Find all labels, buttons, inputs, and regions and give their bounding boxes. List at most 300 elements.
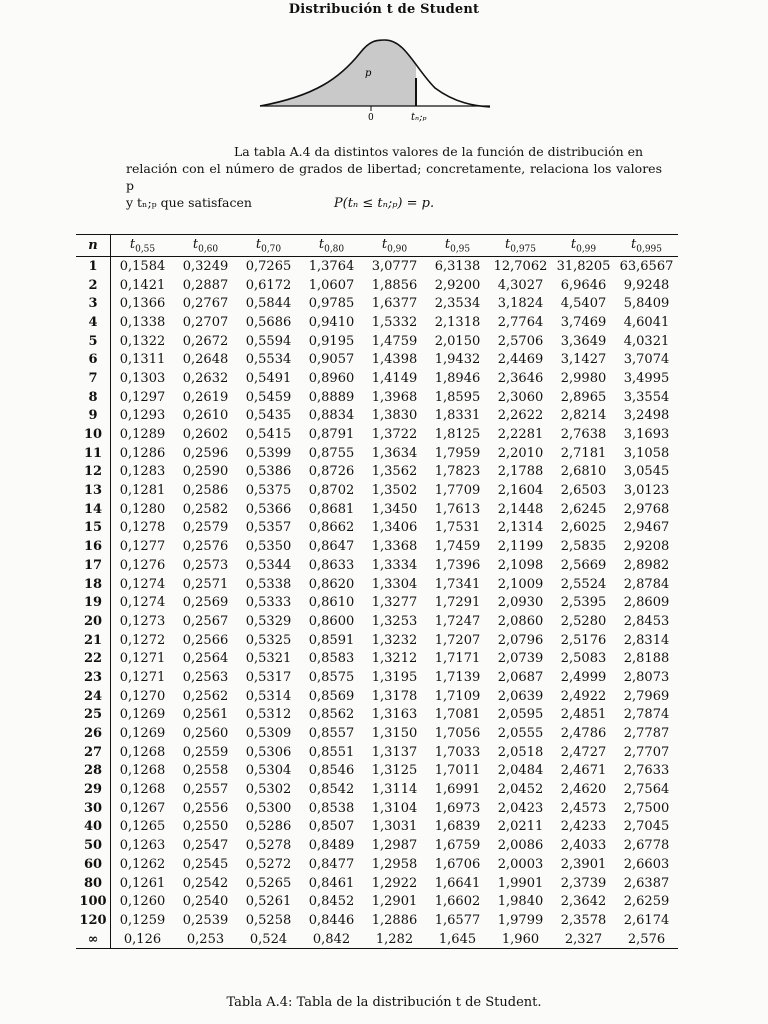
table-cell: 0,8681 <box>308 501 355 517</box>
header-col-sub: 0,95 <box>450 244 471 255</box>
table-cell: 2,7707 <box>623 744 670 760</box>
table-cell: 1,7171 <box>434 651 481 667</box>
table-row <box>76 313 678 332</box>
table-cell: 2,5280 <box>560 613 607 629</box>
table-cell: 2,3646 <box>497 370 544 386</box>
table-cell: 0,2576 <box>182 539 229 555</box>
table-cell: 0,1271 <box>119 651 166 667</box>
table-cell: 0,5314 <box>245 688 292 704</box>
t-distribution-curve <box>255 18 495 130</box>
table-cell: 0,2539 <box>182 912 229 928</box>
table-cell: 4,3027 <box>497 277 544 293</box>
table-cell: 0,8542 <box>308 782 355 798</box>
table-cell: 4,5407 <box>560 296 607 312</box>
row-df: 9 <box>76 407 111 426</box>
table-row <box>76 294 678 313</box>
table-cell: 0,5317 <box>245 669 292 685</box>
table-cell: 1,3562 <box>371 464 418 480</box>
table-cell: 1,960 <box>501 931 540 947</box>
header-col <box>615 235 678 257</box>
table-cell: 1,2958 <box>371 856 418 872</box>
row-df: 29 <box>76 780 111 799</box>
table-cell: 0,1272 <box>119 632 166 648</box>
table-cell: 1,4398 <box>371 352 418 368</box>
header-col-base: t <box>192 236 199 252</box>
table-cell: 0,8600 <box>308 613 355 629</box>
table-cell: 0,1271 <box>119 669 166 685</box>
table-row <box>76 799 678 818</box>
row-df: 50 <box>76 836 111 855</box>
table-row <box>76 481 678 500</box>
table-cell: 0,1263 <box>119 838 166 854</box>
header-col-sub: 0,70 <box>261 244 282 255</box>
table-cell: 0,1289 <box>119 427 166 443</box>
table-cell: 0,1421 <box>119 277 166 293</box>
table-cell: 0,9785 <box>308 296 355 312</box>
table-caption: Tabla A.4: Tabla de la distribución t de Student. <box>226 995 542 1010</box>
table-row <box>76 350 678 369</box>
table-cell: 0,2582 <box>182 501 229 517</box>
table-cell: 1,3277 <box>371 595 418 611</box>
table-cell: 1,9901 <box>497 875 544 891</box>
table-cell: 2,4922 <box>560 688 607 704</box>
table-cell: 1,7033 <box>434 744 481 760</box>
table-cell: 2,0484 <box>497 763 544 779</box>
table-cell: 1,4149 <box>371 370 418 386</box>
table-cell: 1,2886 <box>371 912 418 928</box>
table-cell: 0,5286 <box>245 819 292 835</box>
table-cell: 0,5325 <box>245 632 292 648</box>
table-cell: 2,1199 <box>497 539 544 555</box>
table-cell: 0,8538 <box>308 800 355 816</box>
table-cell: 1,645 <box>438 931 477 947</box>
table-cell: 2,1604 <box>497 483 544 499</box>
table-cell: 1,6641 <box>434 875 481 891</box>
formula: P(tₙ ≤ tₙ;ₚ) = p. <box>333 196 435 211</box>
table-cell: 2,5669 <box>560 557 607 573</box>
table-cell: 0,2602 <box>182 427 229 443</box>
table-cell: 0,1262 <box>119 856 166 872</box>
table-cell: 2,5835 <box>560 539 607 555</box>
table-cell: 1,6577 <box>434 912 481 928</box>
table-cell: 3,3554 <box>623 389 670 405</box>
table-cell: 3,0545 <box>623 464 670 480</box>
table-cell: 0,2542 <box>182 875 229 891</box>
header-col-sub: 0,90 <box>387 244 408 255</box>
table-cell: 2,0518 <box>497 744 544 760</box>
para-line-1: La tabla A.4 da distintos valores de la función de distribución en <box>234 144 644 159</box>
table-cell: 1,7291 <box>434 595 481 611</box>
table-cell: 1,3253 <box>371 613 418 629</box>
table-cell: 2,7874 <box>623 707 670 723</box>
row-df: 6 <box>76 350 111 369</box>
row-df: 28 <box>76 762 111 781</box>
table-cell: 2,5706 <box>497 333 544 349</box>
table-cell: 0,7265 <box>245 258 292 274</box>
table-cell: 0,2567 <box>182 613 229 629</box>
table-row <box>76 855 678 874</box>
row-df: 15 <box>76 519 111 538</box>
table-cell: 0,1311 <box>119 352 166 368</box>
table-cell: 2,4620 <box>560 782 607 798</box>
row-df: 40 <box>76 818 111 837</box>
table-cell: 2,6259 <box>623 894 670 910</box>
table-row <box>76 556 678 575</box>
table-cell: 0,8477 <box>308 856 355 872</box>
table-body <box>76 257 678 949</box>
table-cell: 0,9410 <box>308 314 355 330</box>
curve-label-p: p <box>365 68 372 79</box>
table-cell: 1,2987 <box>371 838 418 854</box>
table-row <box>76 407 678 426</box>
table-cell: 0,2557 <box>182 782 229 798</box>
table-cell: 0,8610 <box>308 595 355 611</box>
table-cell: 2,0003 <box>497 856 544 872</box>
table-cell: 0,5399 <box>245 445 292 461</box>
table-cell: 1,3178 <box>371 688 418 704</box>
table-cell: 2,0595 <box>497 707 544 723</box>
table-cell: 2,7638 <box>560 427 607 443</box>
table-cell: 2,4851 <box>560 707 607 723</box>
table-cell: 0,5302 <box>245 782 292 798</box>
table-cell: 1,6377 <box>371 296 418 312</box>
table-cell: 1,6706 <box>434 856 481 872</box>
table-row <box>76 780 678 799</box>
table-cell: 0,8726 <box>308 464 355 480</box>
table-cell: 0,8960 <box>308 370 355 386</box>
table-cell: 1,8125 <box>434 427 481 443</box>
table-cell: 0,9057 <box>308 352 355 368</box>
row-df: 5 <box>76 332 111 351</box>
table-cell: 1,4759 <box>371 333 418 349</box>
table-cell: 0,5357 <box>245 520 292 536</box>
table-cell: 6,9646 <box>560 277 607 293</box>
table-row <box>76 332 678 351</box>
row-df: 16 <box>76 537 111 556</box>
row-df: 22 <box>76 649 111 668</box>
table-cell: 1,8595 <box>434 389 481 405</box>
table-row <box>76 892 678 911</box>
table-cell: 2,6778 <box>623 838 670 854</box>
table-cell: 0,1297 <box>119 389 166 405</box>
table-cell: 0,1293 <box>119 408 166 424</box>
table-cell: 0,1280 <box>119 501 166 517</box>
table-cell: 0,5306 <box>245 744 292 760</box>
table-cell: 2,4033 <box>560 838 607 854</box>
table-cell: 5,8409 <box>623 296 670 312</box>
table-cell: 0,5686 <box>245 314 292 330</box>
table-cell: 1,3304 <box>371 576 418 592</box>
table-cell: 0,2550 <box>182 819 229 835</box>
t-distribution-table <box>76 234 678 949</box>
table-cell: 3,1427 <box>560 352 607 368</box>
table-cell: 1,9432 <box>434 352 481 368</box>
table-row <box>76 911 678 930</box>
table-cell: 0,8461 <box>308 875 355 891</box>
table-cell: 3,1693 <box>623 427 670 443</box>
table-cell: 2,1318 <box>434 314 481 330</box>
table-cell: 0,5844 <box>245 296 292 312</box>
header-col-sub: 0,975 <box>510 244 536 255</box>
table-cell: 0,2569 <box>182 595 229 611</box>
table-cell: 2,8965 <box>560 389 607 405</box>
table-row <box>76 762 678 781</box>
curve-label-zero: 0 <box>368 113 374 123</box>
table-cell: 2,8982 <box>623 557 670 573</box>
table-cell: 0,1303 <box>119 370 166 386</box>
table-cell: 0,2563 <box>182 669 229 685</box>
header-col-sub: 0,55 <box>135 244 156 255</box>
table-cell: 0,9195 <box>308 333 355 349</box>
curve-label-t: tₙ;ₚ <box>411 112 427 123</box>
table-cell: 0,1268 <box>119 782 166 798</box>
table-cell: 2,0211 <box>497 819 544 835</box>
table-cell: 2,3060 <box>497 389 544 405</box>
table-cell: 2,4671 <box>560 763 607 779</box>
row-df: 11 <box>76 444 111 463</box>
table-cell: 1,7109 <box>434 688 481 704</box>
table-cell: 2,1098 <box>497 557 544 573</box>
table-cell: 2,5083 <box>560 651 607 667</box>
table-row <box>76 500 678 519</box>
table-cell: 2,9200 <box>434 277 481 293</box>
table-cell: 0,2558 <box>182 763 229 779</box>
table-row <box>76 575 678 594</box>
table-cell: 0,1274 <box>119 576 166 592</box>
table-cell: 0,1274 <box>119 595 166 611</box>
row-df: 14 <box>76 500 111 519</box>
header-col-base: t <box>444 236 451 252</box>
table-cell: 2,6174 <box>623 912 670 928</box>
table-cell: 3,0777 <box>371 258 418 274</box>
table-row <box>76 818 678 837</box>
header-col-sub: 0,99 <box>576 244 597 255</box>
table-cell: 3,7469 <box>560 314 607 330</box>
table-row <box>76 930 678 949</box>
table-cell: 0,5329 <box>245 613 292 629</box>
table-cell: 3,7074 <box>623 352 670 368</box>
header-col-base: t <box>129 236 136 252</box>
table-cell: 2,4573 <box>560 800 607 816</box>
table-cell: 2,7500 <box>623 800 670 816</box>
table-cell: 2,8073 <box>623 669 670 685</box>
table-cell: 1,7823 <box>434 464 481 480</box>
table-cell: 1,3114 <box>371 782 418 798</box>
table-cell: 0,1260 <box>119 894 166 910</box>
table-cell: 1,7011 <box>434 763 481 779</box>
table-row <box>76 668 678 687</box>
table-cell: 1,3031 <box>371 819 418 835</box>
header-col <box>174 235 237 257</box>
table-cell: 0,8546 <box>308 763 355 779</box>
table-cell: 1,3163 <box>371 707 418 723</box>
table-cell: 2,6025 <box>560 520 607 536</box>
table-cell: 0,2545 <box>182 856 229 872</box>
table-cell: 0,8575 <box>308 669 355 685</box>
table-cell: 2,0930 <box>497 595 544 611</box>
header-col-base: t <box>505 236 511 252</box>
table-row <box>76 706 678 725</box>
table-cell: 2,0796 <box>497 632 544 648</box>
table-cell: 2,0452 <box>497 782 544 798</box>
table-cell: 0,253 <box>186 931 225 947</box>
table-cell: 1,7207 <box>434 632 481 648</box>
table-cell: 0,2632 <box>182 370 229 386</box>
row-df: 19 <box>76 593 111 612</box>
table-cell: 0,8647 <box>308 539 355 555</box>
header-col <box>363 235 426 257</box>
table-cell: 0,8791 <box>308 427 355 443</box>
table-cell: 0,8702 <box>308 483 355 499</box>
header-col-sub: 0,80 <box>324 244 345 255</box>
table-cell: 2,4469 <box>497 352 544 368</box>
row-df: 100 <box>76 892 111 911</box>
table-cell: 2,2010 <box>497 445 544 461</box>
table-cell: 0,1338 <box>119 314 166 330</box>
table-cell: 0,5300 <box>245 800 292 816</box>
table-cell: 1,8946 <box>434 370 481 386</box>
table-cell: 1,7341 <box>434 576 481 592</box>
row-df: 26 <box>76 724 111 743</box>
table-cell: 1,7959 <box>434 445 481 461</box>
table-cell: 2,7787 <box>623 726 670 742</box>
table-cell: 0,5459 <box>245 389 292 405</box>
table-cell: 3,1824 <box>497 296 544 312</box>
header-col <box>489 235 552 257</box>
table-cell: 2,1788 <box>497 464 544 480</box>
table-cell: 0,2571 <box>182 576 229 592</box>
table-cell: 0,8446 <box>308 912 355 928</box>
table-cell: 0,2547 <box>182 838 229 854</box>
table-cell: 1,3450 <box>371 501 418 517</box>
table-cell: 3,0123 <box>623 483 670 499</box>
table-cell: 0,1268 <box>119 763 166 779</box>
table-cell: 2,6245 <box>560 501 607 517</box>
table-row <box>76 257 678 276</box>
table-cell: 1,7613 <box>434 501 481 517</box>
table-cell: 0,8562 <box>308 707 355 723</box>
table-cell: 2,5176 <box>560 632 607 648</box>
table-cell: 2,7764 <box>497 314 544 330</box>
table-cell: 0,5491 <box>245 370 292 386</box>
row-df: 2 <box>76 276 111 295</box>
table-cell: 0,2559 <box>182 744 229 760</box>
table-cell: 0,8557 <box>308 726 355 742</box>
table-cell: 1,7459 <box>434 539 481 555</box>
table-cell: 2,3739 <box>560 875 607 891</box>
table-row <box>76 631 678 650</box>
table-cell: 2,2622 <box>497 408 544 424</box>
table-cell: 1,2901 <box>371 894 418 910</box>
table-cell: 2,6603 <box>623 856 670 872</box>
table-row <box>76 425 678 444</box>
table-cell: 0,2566 <box>182 632 229 648</box>
table-cell: 0,524 <box>249 931 288 947</box>
table-cell: 0,1286 <box>119 445 166 461</box>
table-cell: 0,5272 <box>245 856 292 872</box>
table-cell: 2,3578 <box>560 912 607 928</box>
table-cell: 0,5344 <box>245 557 292 573</box>
table-cell: 0,2579 <box>182 520 229 536</box>
table-cell: 0,1265 <box>119 819 166 835</box>
table-cell: 2,0086 <box>497 838 544 854</box>
header-col <box>552 235 615 257</box>
table-cell: 0,8755 <box>308 445 355 461</box>
table-cell: 1,3334 <box>371 557 418 573</box>
table-cell: 1,282 <box>375 931 414 947</box>
table-cell: 1,3232 <box>371 632 418 648</box>
table-cell: 0,5321 <box>245 651 292 667</box>
table-row <box>76 444 678 463</box>
table-cell: 0,8834 <box>308 408 355 424</box>
table-cell: 0,2562 <box>182 688 229 704</box>
row-df: 7 <box>76 369 111 388</box>
table-cell: 0,5278 <box>245 838 292 854</box>
table-cell: 0,1584 <box>119 258 166 274</box>
table-cell: 1,9799 <box>497 912 544 928</box>
table-cell: 2,5395 <box>560 595 607 611</box>
table-cell: 1,3830 <box>371 408 418 424</box>
table-cell: 2,0739 <box>497 651 544 667</box>
table-cell: 2,9467 <box>623 520 670 536</box>
table-cell: 0,1278 <box>119 520 166 536</box>
table-cell: 0,842 <box>312 931 351 947</box>
table-cell: 0,1267 <box>119 800 166 816</box>
table-cell: 1,8856 <box>371 277 418 293</box>
para-line-3: y tₙ;ₚ que satisfacen <box>126 195 252 210</box>
table-cell: 0,1269 <box>119 726 166 742</box>
table-row <box>76 743 678 762</box>
table-cell: 0,2556 <box>182 800 229 816</box>
table-cell: 2,7181 <box>560 445 607 461</box>
table-cell: 2,0639 <box>497 688 544 704</box>
table-row <box>76 874 678 893</box>
table-cell: 1,7081 <box>434 707 481 723</box>
header-col-sub: 0,60 <box>198 244 219 255</box>
table-cell: 9,9248 <box>623 277 670 293</box>
table-cell: 1,2922 <box>371 875 418 891</box>
row-df: 8 <box>76 388 111 407</box>
table-cell: 0,1277 <box>119 539 166 555</box>
table-cell: 0,1268 <box>119 744 166 760</box>
table-row <box>76 463 678 482</box>
table-cell: 0,5435 <box>245 408 292 424</box>
table-cell: 0,2672 <box>182 333 229 349</box>
table-cell: 2,5524 <box>560 576 607 592</box>
table-cell: 31,8205 <box>556 258 611 274</box>
table-row <box>76 369 678 388</box>
table-row <box>76 836 678 855</box>
row-df: 3 <box>76 294 111 313</box>
table-cell: 0,2561 <box>182 707 229 723</box>
table-cell: 0,2590 <box>182 464 229 480</box>
table-cell: 1,3406 <box>371 520 418 536</box>
row-df: 25 <box>76 706 111 725</box>
table-cell: 2,7633 <box>623 763 670 779</box>
table-cell: 2,9768 <box>623 501 670 517</box>
table-cell: 2,6387 <box>623 875 670 891</box>
header-col <box>300 235 363 257</box>
table-cell: 0,8507 <box>308 819 355 835</box>
table-cell: 3,2498 <box>623 408 670 424</box>
row-df: 18 <box>76 575 111 594</box>
table-cell: 1,3137 <box>371 744 418 760</box>
table-cell: 0,1270 <box>119 688 166 704</box>
table-cell: 0,2596 <box>182 445 229 461</box>
table-cell: 0,5338 <box>245 576 292 592</box>
header-col-base: t <box>381 236 388 252</box>
header-col-base: t <box>255 236 262 252</box>
